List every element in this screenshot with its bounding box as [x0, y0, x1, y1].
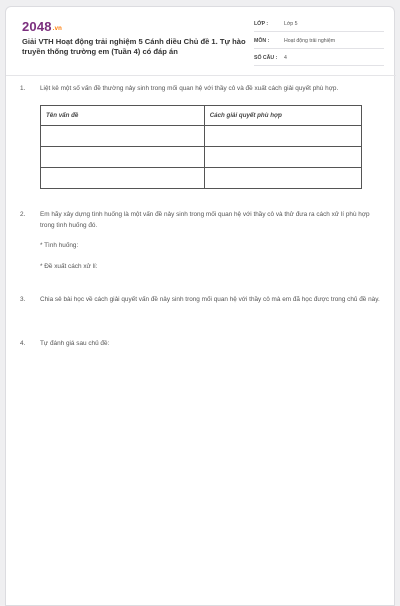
solution-note: * Đề xuất cách xử lí:: [40, 263, 98, 270]
question-number: 1.: [20, 85, 26, 92]
meta-value: 4: [284, 55, 287, 61]
question-text: Chia sẻ bài học về cách giải quyết vấn đề nảy sinh trong mối quan hệ với thầy cô mà em đã học được trong chủ đề này.: [40, 296, 380, 303]
table-row: [41, 168, 362, 189]
table-cell[interactable]: [204, 126, 361, 147]
table-row: [41, 147, 362, 168]
table-cell[interactable]: [204, 147, 361, 168]
table-cell[interactable]: [41, 147, 205, 168]
table-row: [41, 126, 362, 147]
question-text: Em hãy xây dựng tình huống là một vấn đề nảy sinh trong mối quan hệ với thầy cô và thử đưa ra cách xử lí phù hợp trong tình huống đó.: [40, 211, 370, 229]
question-text: Tự đánh giá sau chủ đề:: [40, 340, 110, 347]
meta-label: MÔN :: [254, 38, 270, 44]
table-cell[interactable]: [41, 126, 205, 147]
worksheet-page: [5, 6, 395, 606]
meta-row-question-count: [254, 53, 384, 66]
table-header-row: [41, 106, 362, 126]
table-header-cell: Cách giải quyết phù hợp: [204, 106, 361, 126]
meta-label: LỚP :: [254, 21, 269, 27]
table-cell[interactable]: [204, 168, 361, 189]
situation-note: * Tình huống:: [40, 242, 79, 249]
worksheet-header: [6, 7, 396, 71]
meta-value: Hoạt động trải nghiệm: [284, 38, 336, 44]
site-logo[interactable]: 2048.vn: [22, 19, 63, 34]
table-header-cell: Tên vấn đề: [41, 106, 205, 126]
meta-row-subject: [254, 36, 384, 49]
meta-label: SỐ CÂU :: [254, 55, 278, 61]
question-text: Liệt kê một số vấn đề thường nảy sinh trong mối quan hệ với thầy cô và đề xuất cách giải quyết phù hợp.: [40, 85, 339, 92]
question-number: 4.: [20, 340, 26, 347]
meta-value: Lớp 5: [284, 21, 298, 27]
question-number: 3.: [20, 296, 26, 303]
answer-table: [40, 105, 362, 189]
question-number: 2.: [20, 211, 26, 218]
meta-row-class: [254, 19, 384, 32]
meta-info: [254, 19, 384, 70]
table-cell[interactable]: [41, 168, 205, 189]
header-divider: [6, 75, 396, 76]
document-title: Giải VTH Hoạt động trải nghiệm 5 Cánh diều Chủ đề 1. Tự hào truyền thống trường em (Tuần 4) có đáp án: [22, 37, 246, 56]
